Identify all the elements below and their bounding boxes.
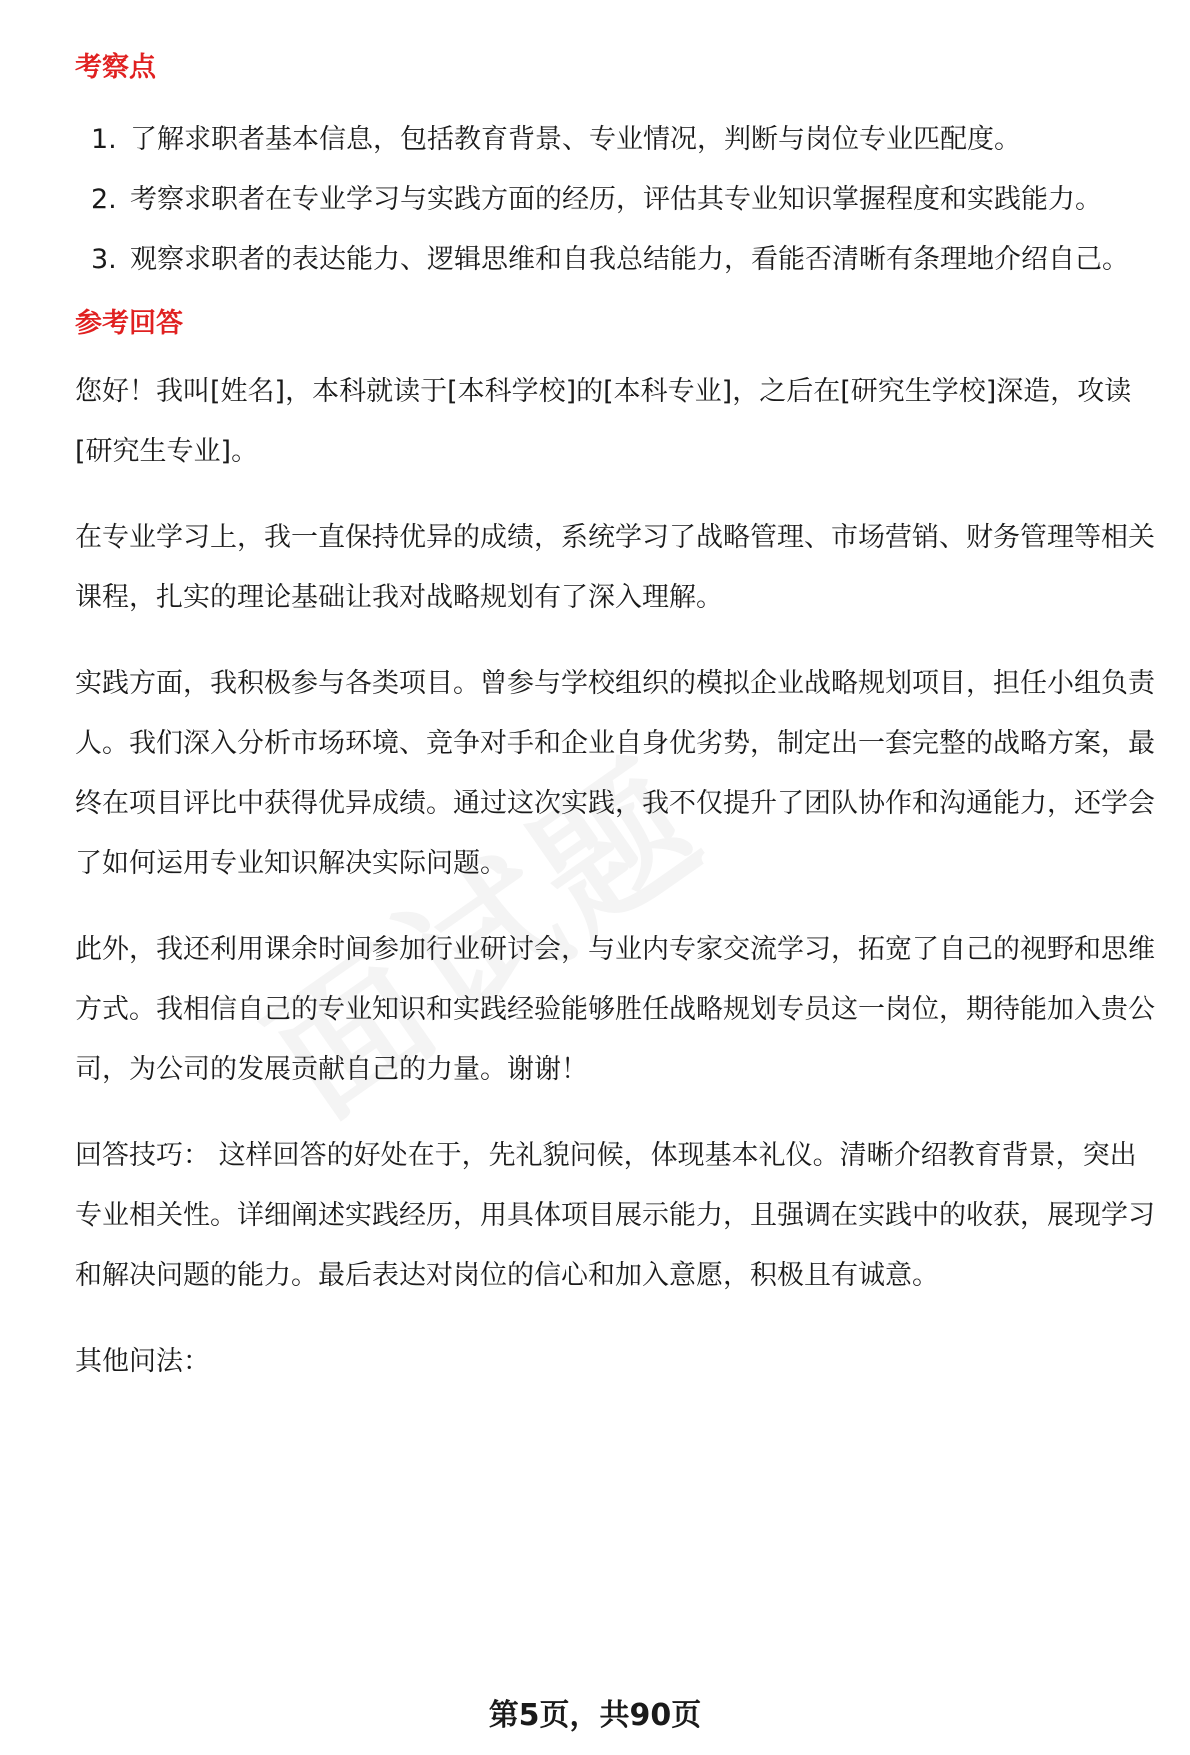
list-item <box>75 110 1155 170</box>
list-number: 1. <box>91 124 117 155</box>
list-item <box>75 230 1155 290</box>
section-title-key-points: 考察点 <box>75 52 156 83</box>
page-number: 第5页，共90页 <box>488 1698 702 1733</box>
answer-paragraph-practice: 实践方面，我积极参与各类项目。曾参与学校组织的模拟企业战略规划项目，担任小组负责人。我们深入分析市场环境、竞争对手和企业自身优劣势，制定出一套完整的战略方案，最终在项目评比中获得优异成绩。通过这次实践，我不仅提升了团队协作和沟通能力，还学会了如何运用专业知识解决实际问题。 <box>75 668 1155 879</box>
section-title-reference-answer: 参考回答 <box>75 308 183 339</box>
list-number: 2. <box>91 184 117 215</box>
answer-paragraph-greeting: 您好！我叫[姓名]，本科就读于[本科学校]的[本科专业]，之后在[研究生学校]深造，攻读[研究生专业]。 <box>75 376 1132 467</box>
list-number: 3. <box>91 244 117 275</box>
page-content <box>75 48 1155 1392</box>
other-questions-label: 其他问法： <box>75 1346 210 1377</box>
key-points-list <box>75 110 1155 290</box>
answer-paragraph-closing: 此外，我还利用课余时间参加行业研讨会，与业内专家交流学习，拓宽了自己的视野和思维方式。我相信自己的专业知识和实践经验能够胜任战略规划专员这一岗位，期待能加入贵公司，为公司的发展贡献自己的力量。谢谢！ <box>75 934 1155 1085</box>
answer-paragraph-study: 在专业学习上，我一直保持优异的成绩，系统学习了战略管理、市场营销、财务管理等相关课程，扎实的理论基础让我对战略规划有了深入理解。 <box>75 522 1155 613</box>
list-item-text: 了解求职者基本信息，包括教育背景、专业情况，判断与岗位专业匹配度。 <box>130 124 1021 155</box>
answer-tips: 回答技巧： 这样回答的好处在于，先礼貌问候，体现基本礼仪。清晰介绍教育背景，突出专业相关性。详细阐述实践经历，用具体项目展示能力，且强调在实践中的收获，展现学习和解决问题的能力。最后表达对岗位的信心和加入意愿，积极且有诚意。 <box>75 1140 1155 1291</box>
list-item <box>75 170 1155 230</box>
list-item-text: 考察求职者在专业学习与实践方面的经历，评估其专业知识掌握程度和实践能力。 <box>130 184 1102 215</box>
list-item-text: 观察求职者的表达能力、逻辑思维和自我总结能力，看能否清晰有条理地介绍自己。 <box>130 244 1129 275</box>
